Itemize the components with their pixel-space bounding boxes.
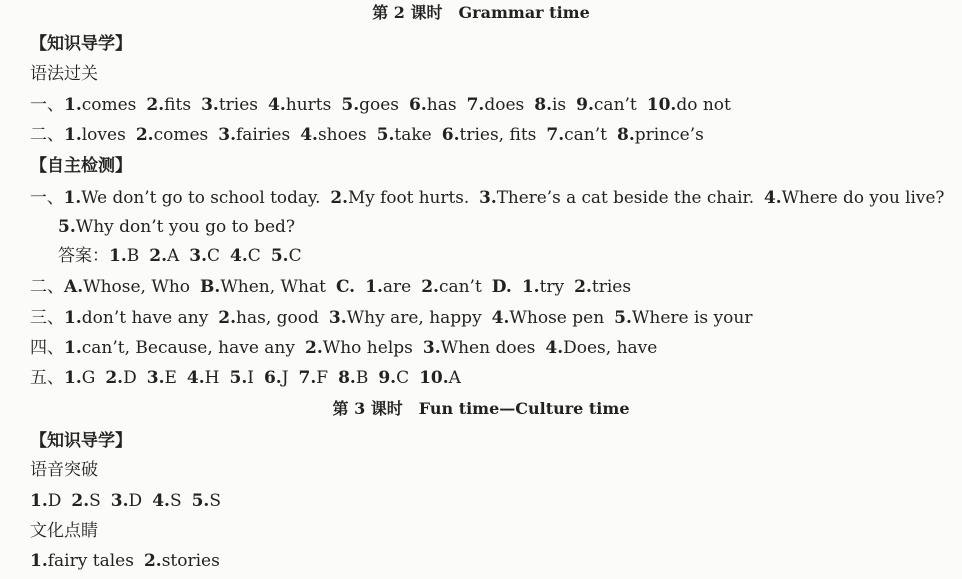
item-number: 5. <box>191 491 210 511</box>
item-answer: has, good <box>236 308 319 328</box>
item-answer: J <box>281 368 289 388</box>
item-answer: F <box>316 368 329 388</box>
item-answer: can’t <box>564 125 607 145</box>
answer-item <box>105 367 136 389</box>
answer-item <box>647 94 731 116</box>
answer-item <box>64 94 136 116</box>
question-group-label: 三、 <box>30 308 64 328</box>
item-answer: stories <box>161 551 220 571</box>
item-answer: When does <box>440 338 536 358</box>
item-number: 1. <box>109 246 127 266</box>
item-answer: fairies <box>235 125 291 145</box>
question-group-label: 五、 <box>30 368 64 388</box>
item-answer: B <box>355 368 369 388</box>
answer-item <box>71 490 100 512</box>
answer-item <box>192 490 221 512</box>
answer-item <box>492 276 512 298</box>
item-answer: There’s a cat beside the chair. <box>496 188 755 208</box>
item-number: 2. <box>218 308 237 328</box>
item-number: 6. <box>409 95 427 115</box>
answer-item <box>409 94 457 116</box>
answer-item <box>299 367 329 389</box>
answer-item <box>423 337 536 359</box>
answer-item <box>187 367 220 389</box>
answer-item <box>336 276 355 298</box>
item-number: 1. <box>64 338 82 358</box>
item-answer: goes <box>359 95 400 115</box>
item-number: 3. <box>479 188 497 208</box>
answer-item <box>189 245 220 267</box>
answer-item <box>300 124 366 146</box>
item-number: 5. <box>614 308 632 328</box>
item-answer: can’t <box>438 277 482 297</box>
answer-item <box>64 367 95 389</box>
item-number: 2. <box>135 125 154 145</box>
item-answer: S <box>169 491 182 511</box>
item-answer: are <box>382 277 412 297</box>
item-answer: tries <box>591 277 632 297</box>
lesson-title: 第 2 课时 Grammar time <box>372 3 590 22</box>
answer-item <box>111 490 142 512</box>
item-number: 10. <box>646 95 677 115</box>
item-number: 3. <box>201 95 219 115</box>
answer-item <box>152 490 181 512</box>
answer-item <box>146 94 191 116</box>
item-answer: S <box>209 491 221 511</box>
item-answer: A <box>448 368 461 388</box>
item-answer: My foot hurts. <box>347 188 470 208</box>
section-heading: 【自主检测】 <box>30 156 132 176</box>
item-answer: comes <box>81 95 137 115</box>
item-answer: Where is your <box>631 308 753 328</box>
answer-line <box>58 245 312 267</box>
item-answer: C <box>288 246 302 266</box>
subsection-heading: 语法过关 <box>30 64 98 84</box>
item-answer: H <box>204 368 220 388</box>
item-number: 1. <box>64 368 82 388</box>
item-number: 2. <box>330 188 348 208</box>
answer-item <box>617 124 704 146</box>
answer-item <box>338 367 368 389</box>
item-number: 2. <box>421 277 439 297</box>
item-number: 7. <box>298 368 317 388</box>
item-answer: don’t have any <box>81 308 209 328</box>
item-number: 3. <box>146 368 165 388</box>
section-heading: 【知识导学】 <box>30 34 132 54</box>
question-group-label: 一、 <box>30 95 64 115</box>
item-number: 8. <box>534 95 552 115</box>
answer-item <box>229 367 253 389</box>
answer-item <box>230 245 261 267</box>
answer-item <box>201 94 258 116</box>
answer-item <box>764 187 944 209</box>
item-answer: can’t, Because, have any <box>81 338 295 358</box>
item-answer: comes <box>153 125 209 145</box>
answer-item <box>467 94 525 116</box>
item-answer: fits <box>164 95 192 115</box>
answer-item <box>419 367 461 389</box>
answer-item <box>442 124 537 146</box>
item-answer: take <box>394 125 432 145</box>
item-number: 4. <box>545 338 564 358</box>
answer-item <box>200 276 326 298</box>
answer-item <box>614 307 752 329</box>
item-number: 2. <box>143 551 162 571</box>
item-number: 1. <box>30 491 48 511</box>
item-answer: I <box>247 368 254 388</box>
section-heading: 【知识导学】 <box>30 431 132 451</box>
item-answer: C <box>207 246 221 266</box>
question-group-label: 二、 <box>30 277 64 297</box>
answer-item <box>218 124 290 146</box>
item-number: B. <box>200 277 221 297</box>
answer-line <box>30 367 471 389</box>
item-number: 2. <box>574 277 592 297</box>
item-answer: C <box>247 246 261 266</box>
item-number: 9. <box>378 368 397 388</box>
item-number: 6. <box>441 125 460 145</box>
item-answer: can’t <box>593 95 637 115</box>
question-group-label: 答案： <box>58 246 109 266</box>
answer-item <box>576 94 637 116</box>
answer-item <box>329 307 482 329</box>
answer-item <box>378 367 409 389</box>
item-number: 3. <box>110 491 129 511</box>
answer-line <box>58 216 305 238</box>
item-number: 5. <box>376 125 395 145</box>
item-number: 5. <box>270 246 289 266</box>
answer-item <box>421 276 482 298</box>
answer-item <box>218 307 319 329</box>
answer-item <box>64 337 295 359</box>
item-number: 2. <box>149 246 167 266</box>
item-answer: G <box>81 368 96 388</box>
answer-item <box>64 276 190 298</box>
item-answer: D <box>47 491 62 511</box>
item-answer: S <box>89 491 101 511</box>
item-number: 7. <box>546 125 565 145</box>
item-number: 5. <box>58 217 76 237</box>
item-answer: do not <box>676 95 731 115</box>
lesson-title: 第 3 课时 Fun time—Culture time <box>332 399 630 418</box>
item-answer: Who helps <box>322 338 413 358</box>
item-answer: loves <box>81 125 126 145</box>
item-number: 1. <box>64 95 82 115</box>
item-number: 5. <box>341 95 360 115</box>
answer-line <box>30 307 762 329</box>
item-number: 4. <box>491 308 510 328</box>
item-number: 2. <box>146 95 165 115</box>
answer-line <box>30 276 641 298</box>
item-answer: C <box>396 368 410 388</box>
answer-item <box>492 307 605 329</box>
item-answer: Where do you live? <box>781 188 945 208</box>
question-group-label: 四、 <box>30 338 64 358</box>
answer-item <box>109 245 139 267</box>
answer-item <box>30 490 61 512</box>
answer-line <box>30 490 231 512</box>
item-number: 4. <box>230 246 248 266</box>
item-number: A. <box>64 277 84 297</box>
item-answer: E <box>164 368 177 388</box>
subsection-heading: 语音突破 <box>30 460 98 480</box>
item-number: 3. <box>189 246 208 266</box>
answer-item <box>330 187 469 209</box>
item-number: 10. <box>419 368 449 388</box>
item-number: 4. <box>186 368 205 388</box>
answer-item <box>64 124 126 146</box>
item-answer: Why don’t you go to bed? <box>75 217 296 237</box>
item-number: 4. <box>152 491 170 511</box>
answer-item <box>341 94 399 116</box>
item-number: C. <box>335 277 356 297</box>
item-answer: Whose, Who <box>83 277 191 297</box>
item-number: 7. <box>466 95 485 115</box>
item-number: 4. <box>300 125 318 145</box>
answer-line <box>30 187 954 209</box>
answer-line <box>30 94 741 116</box>
item-answer: We don’t go to school today. <box>81 188 321 208</box>
question-group-label: 二、 <box>30 125 64 145</box>
answer-item <box>64 187 321 209</box>
item-number: 1. <box>63 188 82 208</box>
item-number: 3. <box>328 308 347 328</box>
item-answer: is <box>551 95 567 115</box>
item-answer: tries, fits <box>459 125 537 145</box>
answer-item <box>271 245 302 267</box>
answer-line <box>30 337 667 359</box>
item-number: 8. <box>616 125 635 145</box>
item-answer: A <box>167 246 180 266</box>
answer-line <box>30 550 230 572</box>
item-number: 1. <box>30 551 48 571</box>
item-number: 2. <box>105 368 124 388</box>
answer-item <box>522 276 564 298</box>
item-answer: try <box>539 277 565 297</box>
answer-item <box>534 94 566 116</box>
item-number: 5. <box>229 368 248 388</box>
answer-item <box>377 124 432 146</box>
question-group-label: 一、 <box>30 188 64 208</box>
answer-item <box>147 367 177 389</box>
answer-item <box>149 245 179 267</box>
subsection-heading: 文化点睛 <box>30 521 98 541</box>
item-answer: Whose pen <box>509 308 605 328</box>
answer-item <box>479 187 754 209</box>
answer-item <box>58 216 295 238</box>
item-number: 2. <box>71 491 90 511</box>
answer-item <box>365 276 411 298</box>
answer-item <box>546 124 607 146</box>
item-answer: Why are, happy <box>346 308 482 328</box>
item-answer: prince’s <box>634 125 704 145</box>
answer-item <box>64 307 208 329</box>
item-number: 9. <box>576 95 594 115</box>
answer-item <box>136 124 208 146</box>
answer-item <box>264 367 289 389</box>
item-number: 8. <box>338 368 356 388</box>
item-number: D. <box>491 277 512 297</box>
item-answer: D <box>128 491 143 511</box>
item-answer: does <box>484 95 525 115</box>
item-number: 3. <box>218 125 236 145</box>
item-number: 4. <box>268 95 286 115</box>
item-answer: D <box>123 368 137 388</box>
item-answer: When, What <box>220 277 326 297</box>
item-answer: hurts <box>285 95 332 115</box>
item-answer: tries <box>218 95 259 115</box>
item-number: 1. <box>64 308 82 328</box>
answer-item <box>268 94 331 116</box>
item-answer: fairy tales <box>47 551 134 571</box>
item-answer: shoes <box>317 125 367 145</box>
item-answer: B <box>126 246 140 266</box>
item-number: 4. <box>764 188 782 208</box>
answer-item <box>305 337 413 359</box>
item-number: 2. <box>305 338 323 358</box>
item-number: 3. <box>422 338 441 358</box>
item-number: 6. <box>263 368 282 388</box>
item-number: 1. <box>521 277 540 297</box>
answer-item <box>574 276 631 298</box>
item-answer: Does, have <box>563 338 658 358</box>
answer-item <box>545 337 657 359</box>
item-answer: has <box>426 95 457 115</box>
answer-line <box>30 124 714 146</box>
answer-item <box>144 550 220 572</box>
item-number: 1. <box>365 277 383 297</box>
answer-item <box>30 550 134 572</box>
item-number: 1. <box>64 125 82 145</box>
